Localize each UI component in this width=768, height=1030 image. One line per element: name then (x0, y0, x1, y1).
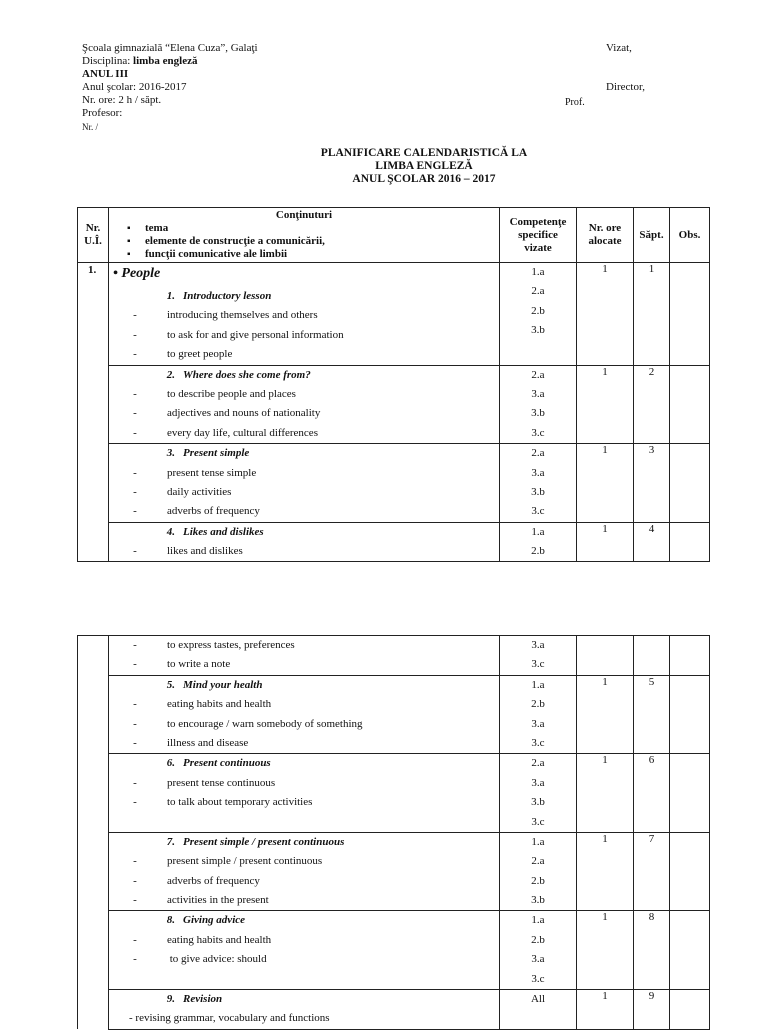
content-item-text: adjectives and nouns of nationality (167, 407, 321, 420)
lesson-title-text: Mind your health (183, 678, 263, 691)
week-cell (634, 636, 670, 676)
unit-number-cell (78, 444, 109, 523)
content-item: - revising grammar, vocabulary and functions (129, 1012, 330, 1025)
dash-marker: - (133, 933, 137, 946)
director-label: Director, (606, 81, 645, 93)
lesson-title (109, 754, 499, 773)
school-year: Anul şcolar: 2016-2017 (82, 81, 187, 93)
unit-number-cell (78, 263, 109, 366)
dash-marker: - (133, 328, 137, 341)
week-value: 5 (648, 675, 655, 688)
lesson-number: 7. (166, 835, 175, 848)
content-item (109, 793, 499, 812)
competence-code: 2.b (531, 874, 545, 887)
week-cell (634, 263, 670, 366)
lesson-title-text: Present continuous (183, 757, 271, 770)
content-item-text: daily activities (167, 485, 232, 498)
competente-cell (500, 754, 577, 833)
unit-number-cell (78, 636, 109, 676)
unit-title: • People (113, 266, 161, 281)
content-item (109, 715, 499, 734)
content-item-text: introducing themselves and others (167, 309, 318, 322)
content-item (109, 872, 499, 891)
header-bullet-list (109, 222, 499, 261)
content-item (109, 502, 499, 521)
content-cell (109, 522, 500, 562)
content-item-text: to give advice: should (167, 953, 267, 966)
competence-code: 3.a (531, 776, 545, 789)
hours-value: 1 (602, 754, 608, 767)
observations-cell (670, 990, 710, 1030)
lesson-title-text: Giving advice (183, 914, 246, 927)
discipline (82, 55, 198, 68)
table-row (78, 365, 710, 444)
content-item (109, 950, 499, 969)
hours-cell (577, 444, 634, 523)
competence-code: 3.a (531, 639, 545, 651)
observations-cell (670, 522, 710, 562)
content-item-text: to ask for and give personal information (167, 328, 344, 341)
hours-value: 1 (602, 990, 608, 1003)
content-item-text: to express tastes, preferences (167, 639, 295, 651)
competence-code: 3.a (531, 953, 545, 966)
competence-code: 2.b (531, 698, 545, 711)
content-cell (109, 263, 500, 366)
content-item-text: likes and dislikes (167, 545, 243, 558)
lesson-number: 4. (166, 525, 175, 538)
content-item (109, 891, 499, 910)
content-item-text: to greet people (167, 348, 233, 361)
hours-cell (577, 675, 634, 754)
lesson-number: 8. (166, 914, 175, 927)
competence-code: 2.a (531, 368, 545, 381)
dash-marker: - (133, 545, 137, 558)
hours-cell (577, 522, 634, 562)
lesson-number: 6. (166, 757, 175, 770)
title-line-1: PLANIFICARE CALENDARISTICĂ LA (320, 147, 528, 159)
competence-code: 3.b (531, 796, 545, 809)
competence-code: 3.a (531, 466, 545, 479)
observations-cell (670, 263, 710, 366)
lesson-title (109, 911, 499, 930)
content-item (109, 655, 499, 674)
header-nr-ore: Nr. ore alocate (577, 208, 634, 263)
content-item-text: illness and disease (167, 736, 249, 749)
week-value: 4 (648, 522, 655, 535)
content-item (109, 404, 499, 423)
lesson-number: 9. (166, 993, 175, 1006)
week-cell (634, 365, 670, 444)
unit-number: 1. (88, 264, 97, 276)
content-item-text: adverbs of frequency (167, 874, 260, 887)
lesson-title-text: Revision (183, 993, 223, 1006)
competence-code: 3.b (531, 324, 545, 337)
content-item-text: to describe people and places (167, 387, 296, 400)
week-cell (634, 522, 670, 562)
discipline-label: Disciplina: (82, 55, 134, 67)
competence-code: 3.c (531, 505, 545, 518)
content-item-text: adverbs of frequency (167, 505, 260, 518)
competente-cell (500, 444, 577, 523)
lesson-title (109, 833, 499, 852)
title-line-3: ANUL ŞCOLAR 2016 – 2017 (352, 173, 496, 185)
week-value: 6 (648, 754, 655, 767)
competence-code: 3.c (531, 426, 545, 439)
week-value: 7 (648, 832, 655, 845)
competente-cell (500, 675, 577, 754)
content-item (109, 931, 499, 950)
dash-marker: - (133, 736, 137, 749)
competence-code: All (530, 993, 546, 1006)
header-continuturi (109, 208, 500, 263)
lesson-number: 1. (166, 290, 175, 302)
content-cell (109, 754, 500, 833)
hours-cell (577, 754, 634, 833)
content-item (109, 326, 499, 345)
content-item-text: present tense simple (167, 466, 257, 479)
hours-per-week: Nr. ore: 2 h / săpt. (82, 94, 162, 106)
header-bullet-elemente: ▪ elemente de construcţie a comunicării, (145, 235, 499, 248)
header-nr-ui: Nr. U.Î. (78, 208, 109, 263)
lesson-title (109, 523, 499, 542)
lesson-number: 2. (166, 368, 175, 381)
unit-number-cell (78, 990, 109, 1030)
lesson-title (109, 366, 499, 385)
dash-marker: - (133, 387, 137, 400)
dash-marker: - (133, 894, 137, 907)
content-item (109, 852, 499, 871)
competence-code: 2.b (531, 545, 545, 558)
competence-code: 1.a (531, 266, 545, 278)
dash-marker: - (133, 698, 137, 711)
competente-cell (500, 365, 577, 444)
unit-number-cell (78, 522, 109, 562)
content-cell (109, 832, 500, 911)
dash-marker: - (133, 309, 137, 322)
competente-cell (500, 911, 577, 990)
table-row (78, 444, 710, 523)
hours-value: 1 (602, 911, 608, 924)
lesson-title-text: Likes and dislikes (183, 525, 264, 538)
hours-value: 1 (602, 444, 608, 457)
dash-marker: - (133, 953, 137, 966)
week-cell (634, 444, 670, 523)
content-cell (109, 636, 500, 676)
competence-code: 3.c (531, 736, 545, 749)
table-row (78, 754, 710, 833)
prof-label: Prof. (565, 97, 585, 108)
lesson-title (109, 676, 499, 695)
document-title (0, 147, 768, 186)
unit-number-cell (78, 365, 109, 444)
table-row (78, 263, 710, 366)
competence-code: 1.a (531, 525, 545, 538)
competence-code: 2.b (531, 304, 545, 317)
dash-marker: - (133, 639, 137, 651)
hours-cell (577, 832, 634, 911)
unit-number-cell (78, 832, 109, 911)
table-row (78, 636, 710, 676)
week-cell (634, 675, 670, 754)
table-row (78, 990, 710, 1030)
dash-marker: - (133, 855, 137, 868)
lesson-title (109, 990, 499, 1009)
content-item (109, 306, 499, 325)
content-item-text: eating habits and health (167, 698, 272, 711)
hours-cell (577, 636, 634, 676)
content-item (109, 345, 499, 364)
dash-marker: - (133, 658, 137, 671)
dash-marker: - (133, 466, 137, 479)
hours-value: 1 (602, 832, 608, 845)
lesson-title-text: Present simple / present continuous (183, 835, 345, 848)
week-value: 9 (648, 990, 655, 1003)
content-item (109, 734, 499, 753)
week-cell (634, 754, 670, 833)
hours-value: 1 (602, 675, 608, 688)
hours-value: 1 (602, 263, 608, 275)
content-item-text: present simple / present continuous (167, 855, 323, 868)
header-continuturi-label: Conţinuturi (275, 209, 333, 221)
competence-code: 2.b (531, 933, 545, 946)
competence-code: 3.c (531, 815, 545, 828)
lesson-title-text: Present simple (183, 447, 250, 460)
week-cell (634, 832, 670, 911)
observations-cell (670, 444, 710, 523)
dash-marker: - (133, 796, 137, 809)
observations-cell (670, 911, 710, 990)
competence-code: 2.a (531, 447, 545, 460)
week-value: 3 (648, 444, 655, 457)
planning-table-page-2 (77, 635, 710, 1030)
content-cell (109, 675, 500, 754)
table-row (78, 522, 710, 562)
competence-code: 3.c (531, 658, 545, 671)
competence-code: 3.b (531, 407, 545, 420)
lesson-number: 5. (166, 678, 175, 691)
discipline-value: limba engleză (133, 55, 198, 67)
week-value: 1 (648, 263, 655, 275)
dash-marker: - (133, 348, 137, 361)
hours-value: 1 (602, 365, 608, 378)
blank-line (109, 970, 499, 989)
content-item (109, 424, 499, 443)
content-cell (109, 365, 500, 444)
dash-marker: - (133, 426, 137, 439)
header-sapt: Săpt. (634, 208, 670, 263)
vizat-label: Vizat, (606, 42, 632, 54)
content-cell (109, 911, 500, 990)
content-item (109, 695, 499, 714)
dash-marker: - (133, 505, 137, 518)
content-item-text: to talk about temporary activities (167, 796, 313, 809)
header-bullet-functii: ▪ funcţii comunicative ale limbii (145, 248, 499, 261)
hours-cell (577, 365, 634, 444)
competence-code: 2.a (531, 757, 545, 770)
content-item (109, 385, 499, 404)
header-competente: Competenţe specifice vizate (500, 208, 577, 263)
lesson-number: 3. (166, 447, 175, 460)
dash-marker: - (133, 407, 137, 420)
content-item (109, 636, 499, 655)
dash-marker: - (133, 874, 137, 887)
competente-cell (500, 990, 577, 1030)
week-value: 8 (648, 911, 655, 924)
lesson-title-text: Introductory lesson (183, 290, 272, 302)
planning-table-page-1 (77, 207, 710, 562)
competence-code: 3.b (531, 894, 545, 907)
observations-cell (670, 365, 710, 444)
unit-number-cell (78, 675, 109, 754)
content-item-text: eating habits and health (167, 933, 272, 946)
observations-cell (670, 636, 710, 676)
hours-cell (577, 911, 634, 990)
header-obs: Obs. (670, 208, 710, 263)
observations-cell (670, 675, 710, 754)
teacher-label: Profesor: (82, 107, 123, 119)
lesson-title (109, 444, 499, 463)
content-item-text: every day life, cultural differences (167, 426, 318, 439)
competence-code: 1.a (531, 914, 545, 927)
content-item-text: to encourage / warn somebody of something (167, 717, 363, 730)
year-level: ANUL III (82, 68, 129, 80)
hours-value: 1 (602, 522, 608, 535)
competente-cell (500, 636, 577, 676)
hours-cell (577, 263, 634, 366)
competence-code: 3.c (531, 972, 545, 985)
header-bullet-tema: ▪ tema (145, 222, 499, 235)
competente-cell (500, 832, 577, 911)
week-cell (634, 990, 670, 1030)
competence-code: 1.a (531, 835, 545, 848)
content-item-text: to write a note (167, 658, 231, 671)
school-name: Şcoala gimnazială “Elena Cuza”, Galaţi (82, 42, 258, 54)
observations-cell (670, 832, 710, 911)
title-line-2: LIMBA ENGLEZĂ (375, 160, 473, 172)
hours-cell (577, 990, 634, 1030)
content-item-text: activities in the present (167, 894, 269, 907)
lesson-title (109, 287, 499, 306)
content-item (109, 464, 499, 483)
dash-marker: - (133, 717, 137, 730)
dash-marker: - (133, 485, 137, 498)
content-cell (109, 990, 500, 1030)
unit-number-cell (78, 754, 109, 833)
competence-code: 3.a (531, 387, 545, 400)
content-item (109, 774, 499, 793)
blank-line (109, 813, 499, 832)
competente-cell (500, 522, 577, 562)
competence-code: 3.b (531, 485, 545, 498)
table-row (78, 911, 710, 990)
competence-code: 2.a (531, 285, 545, 298)
competence-code: 2.a (531, 855, 545, 868)
content-item (109, 542, 499, 561)
table-row (78, 675, 710, 754)
dash-marker: - (133, 776, 137, 789)
table-row (78, 832, 710, 911)
registration-number: Nr. / (82, 122, 99, 132)
competence-code: 1.a (531, 678, 545, 691)
competente-cell (500, 263, 577, 366)
competence-code: 3.a (531, 717, 545, 730)
unit-number-cell (78, 911, 109, 990)
week-value: 2 (648, 365, 655, 378)
content-cell (109, 444, 500, 523)
content-item (109, 483, 499, 502)
observations-cell (670, 754, 710, 833)
week-cell (634, 911, 670, 990)
lesson-title-text: Where does she come from? (183, 368, 311, 381)
content-item-text: present tense continuous (167, 776, 276, 789)
